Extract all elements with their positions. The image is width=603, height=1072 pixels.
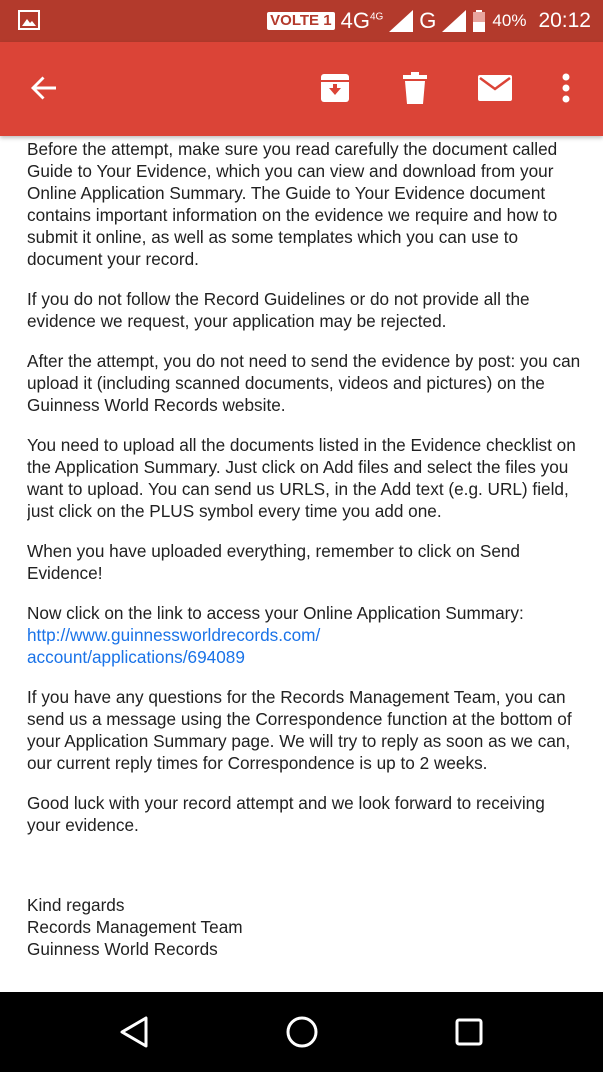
delete-button[interactable] [395,68,435,108]
email-body [27,138,582,992]
email-paragraph: You need to upload all the documents listed in the Evidence checklist on the Application Summary. Just click on Add files and select the files you want to upload. You can send us URLS, in the Add text (e.g. URL) field, just click on the PLUS symbol every time you add one. [27,435,576,521]
nav-home-icon [285,1015,319,1049]
nav-back-icon [118,1015,150,1049]
more-vert-icon [561,73,571,103]
signature-org: Guinness World Records [27,939,218,959]
application-summary-link[interactable]: http://www.guinnessworldrecords.com/ account/applications/694089 [27,625,321,667]
arrow-back-icon [28,72,60,104]
more-options-button[interactable] [546,68,586,108]
nav-home-button[interactable] [280,1010,324,1054]
link-intro: Now click on the link to access your Online Application Summary: [27,603,524,623]
nav-recents-icon [454,1017,484,1047]
signature-team: Records Management Team [27,917,243,937]
signal-icon [389,10,413,32]
signal-icon-2 [442,10,466,32]
email-paragraph: After the attempt, you do not need to send the evidence by post: you can upload it (including scanned documents, videos and pictures) on the Guinness World Records website. [27,351,581,415]
mail-icon [477,74,513,102]
battery-percent: 40% [492,11,527,30]
archive-icon [318,71,352,105]
email-paragraph: If you do not follow the Record Guidelines or do not provide all the evidence we request, your application may be rejected. [27,289,530,331]
network-label-secondary: G [419,8,437,33]
nav-recents-button[interactable] [447,1010,491,1054]
image-notification-icon [18,10,40,30]
status-bar [0,0,603,42]
trash-icon [400,71,430,105]
email-paragraph: If you have any questions for the Records Management Team, you can send us a message using the Correspondence function at the bottom of your Application Summary page. We will try to reply as soon as we can, our current reply times for Correspondence is up to 2 weeks. [27,687,572,773]
status-indicators [267,0,591,42]
email-paragraph: Good luck with your record attempt and we look forward to receiving your evidence. [27,793,545,835]
nav-back-button[interactable] [112,1010,156,1054]
archive-button[interactable] [315,68,355,108]
back-button[interactable] [24,68,64,108]
email-paragraph: When you have uploaded everything, remember to click on Send Evidence! [27,541,520,583]
signature-closing: Kind regards [27,895,125,915]
mark-unread-button[interactable] [475,68,515,108]
email-signature [27,894,582,960]
email-paragraph: Before the attempt, make sure you read carefully the document called Guide to Your Evidence, which you can view and download from your Online Application Summary. The Guide to Your Evidence document contains important information on the evidence we require and how to submit it online, as well as some templates which you can use to document your record. [27,139,558,269]
volte-badge: VOLTE 1 [267,12,334,30]
clock: 20:12 [538,9,591,32]
system-nav-bar [0,992,603,1072]
battery-icon [472,10,486,32]
email-paragraph-link [27,602,582,668]
network-label-primary: $4G^{4G}$ [340,8,384,33]
email-toolbar [0,42,603,136]
